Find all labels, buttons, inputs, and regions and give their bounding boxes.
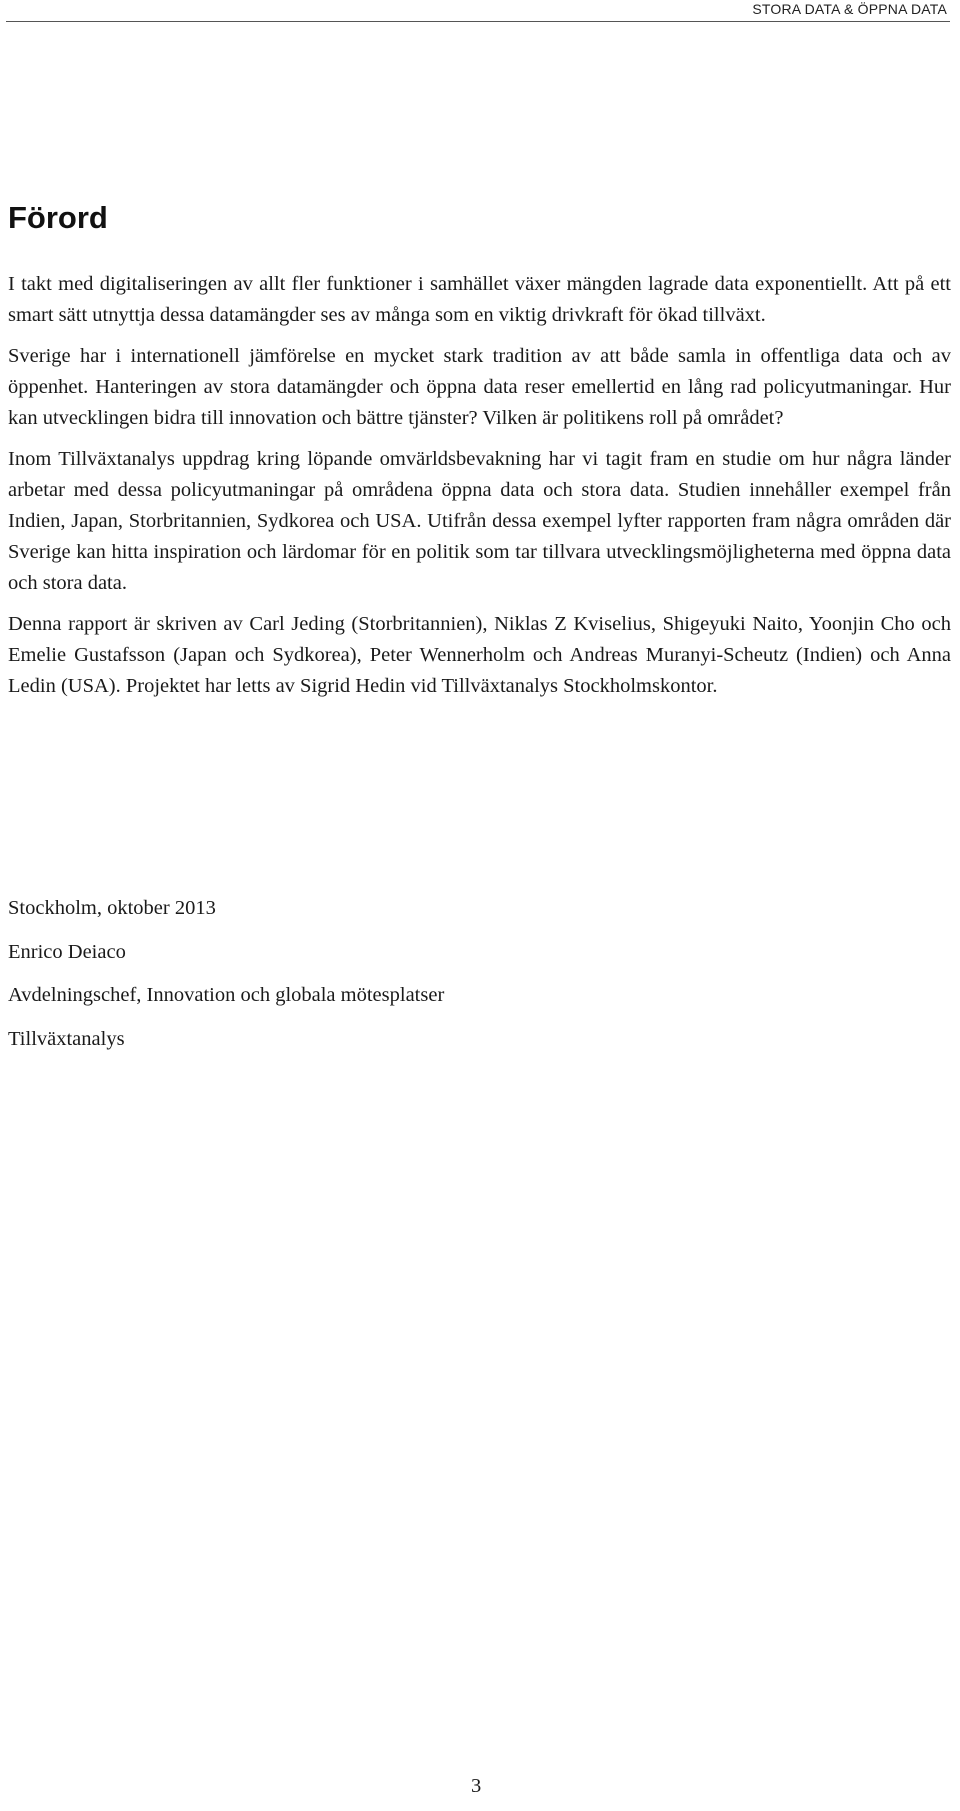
- signature-name: Enrico Deiaco: [8, 940, 126, 963]
- paragraph-study: Inom Tillväxtanalys uppdrag kring löpande omvärldsbevakning har vi tagit fram en studie om hur några länder arbetar med dessa policyutmaningar på områdena öppna data och stora data. Studien innehåller exempel från Indien, Japan, Storbritannien, Sydkorea och USA. Utifrån dessa exempel lyfter rapporten fram några områden där Sverige kan hitta inspiration och lärdomar för en politik som tar tillvara utvecklingsmöjligheterna med öppna data och stora data.: [8, 448, 951, 594]
- signature-position: Avdelningschef, Innovation och globala mötesplatser: [8, 984, 445, 1006]
- paragraph-tradition: Sverige har i internationell jämförelse en mycket stark tradition av att både samla in offentliga data och av öppenhet. Hanteringen av stora datamängder och öppna data reser emellertid en lång rad policyutmaningar. Hur kan utvecklingen bidra till innovation och bättre tjänster? Vilken är politikens roll på området?: [8, 345, 951, 429]
- signature-organization: Tillväxtanalys: [8, 1027, 125, 1050]
- header-divider: [6, 21, 950, 22]
- paragraph-authors: Denna rapport är skriven av Carl Jeding (Storbritannien), Niklas Z Kviselius, Shigeyuki Naito, Yoonjin Cho och Emelie Gustafsson (Japan och Sydkorea), Peter Wennerholm och Andreas Muranyi-Scheutz (Indien) och Anna Ledin (USA). Projektet har letts av Sigrid Hedin vid Tillväxtanalys Stockholmskontor.: [8, 613, 951, 697]
- paragraph-intro: I takt med digitaliseringen av allt fler funktioner i samhället växer mängden lagrade data exponentiellt. Att på ett smart sätt utnyttja dessa datamängder ses av många som en viktig drivkraft för ökad tillväxt.: [8, 273, 951, 326]
- signature-block: [8, 893, 444, 1067]
- signature-place-date: Stockholm, oktober 2013: [8, 897, 216, 919]
- body-text: [8, 269, 951, 712]
- running-header-title: STORA DATA & ÖPPNA DATA: [752, 1, 947, 17]
- page-title: Förord: [8, 200, 108, 235]
- page-number: 3: [471, 1775, 482, 1797]
